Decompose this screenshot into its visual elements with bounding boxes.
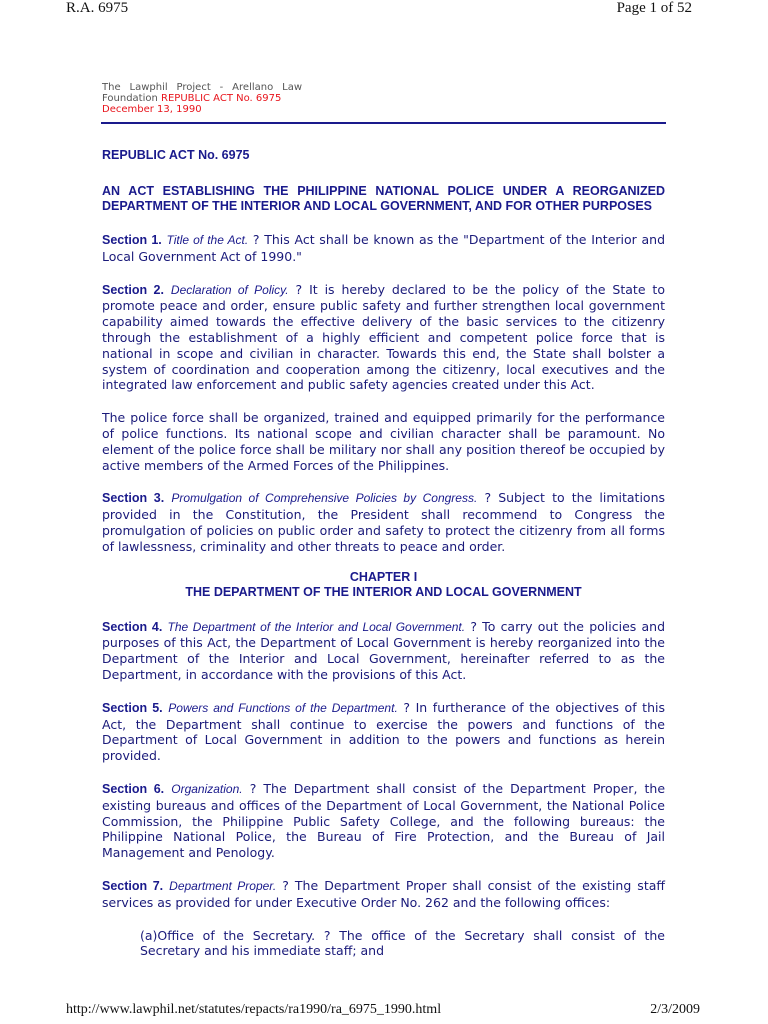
section-number: Section 1.: [102, 233, 162, 247]
section-5: [102, 700, 665, 764]
document-body: [102, 148, 665, 959]
section-2: [102, 282, 665, 394]
section-body: ? The Department Proper shall consist of the existing staff services as provided for under Executive Order No. 262 and the following offices:: [102, 877, 665, 910]
section-7-item-a: [102, 928, 665, 960]
section-number: Section 2.: [102, 282, 164, 297]
act-title: AN ACT ESTABLISHING THE PHILIPPINE NATIONAL POLICE UNDER A REORGANIZED DEPARTMENT OF THE INTERIOR AND LOCAL GOVERNMENT, AND FOR OTHER PURPOSES: [102, 184, 665, 213]
section-body: ? This Act shall be known as the "Department of the Interior and Local Government Act of 1990.": [102, 232, 666, 264]
section-number: Section 6.: [102, 781, 165, 796]
source-block: [102, 82, 302, 115]
ra-title: REPUBLIC ACT No. 6975: [102, 148, 250, 162]
section-number: Section 5.: [102, 700, 163, 715]
item-label: (a): [140, 927, 158, 943]
footer-url: http://www.lawphil.net/statutes/repacts/ra1990/ra_6975_1990.html: [66, 1002, 442, 1017]
source-act: REPUBLIC ACT No. 6975: [161, 93, 282, 104]
section-title: Department Proper.: [169, 878, 277, 893]
page-number: Page 1 of 52: [616, 0, 692, 16]
section-1: [102, 232, 665, 265]
footer-date: 2/3/2009: [650, 1002, 700, 1017]
section-number: Section 7.: [102, 878, 164, 893]
section-6: [102, 781, 665, 861]
chapter-number: CHAPTER I: [349, 569, 418, 584]
section-title: Declaration of Policy.: [170, 282, 289, 297]
section-number: Section 3.: [102, 491, 165, 506]
section-4: [102, 619, 665, 683]
section-body: The police force shall be organized, trained and equipped primarily for the performance of police functions. Its national scope and civilian character shall be paramount. No element of the police force shall be military nor shall any position thereof be occupied by active members of the Armed Forces of the Philippines.: [102, 410, 665, 473]
item-body: Office of the Secretary. ? The office of the Secretary shall consist of the Secretary and his immediate staff; and: [140, 927, 665, 959]
section-body: ? In furtherance of the objectives of this Act, the Department shall continue to exercise the powers and functions of the Department of Local Government in addition to the powers and functions as herein provided.: [102, 699, 665, 764]
section-7: [102, 878, 665, 911]
section-body: ? It is hereby declared to be the policy of the State to promote peace and order, ensure public safety and further strengthen local government capability aimed towards the effective delivery of the basic services to the citizenry through the establishment of a highly efficient and competent police force that is national in scope and civilian in character. Towards this end, the State shall bolster a system of coordination and cooperation among the citizenry, local executives and the integrated law enforcement and public safety agencies created under this Act.: [102, 281, 665, 393]
source-org: The Lawphil Project - Arellano Law Foundation: [102, 82, 302, 104]
page-header-left: R.A. 6975: [66, 0, 129, 16]
section-title: Promulgation of Comprehensive Policies by Congress.: [171, 491, 478, 506]
section-title: Powers and Functions of the Department.: [168, 700, 398, 715]
source-date: December 13, 1990: [102, 104, 202, 115]
section-2-paragraph-2: [102, 410, 665, 473]
section-title: Title of the Act.: [166, 233, 249, 247]
chapter-title: THE DEPARTMENT OF THE INTERIOR AND LOCAL GOVERNMENT: [185, 585, 582, 600]
section-title: The Department of the Interior and Local Government.: [167, 619, 466, 634]
section-body: ? The Department shall consist of the Department Proper, the existing bureaus and offices of the Department of Local Government, the National Police Commission, the Philippine Public Safety College, and the following bureaus: the Philippine National Police, the Bureau of Fire Protection, and the Bureau of Jail Management and Penology.: [102, 780, 666, 861]
section-body: ? Subject to the limitations provided in the Constitution, the President shall recommend to Congress the promulgation of policies on public order and safety to protect the citizenry from all forms of lawlessness, criminality and other threats to peace and order.: [102, 490, 666, 554]
section-body: ? To carry out the policies and purposes of this Act, the Department of Local Government is hereby reorganized into the Department of the Interior and Local Government, hereinafter referred to as the Department, in accordance with the provisions of this Act.: [102, 618, 666, 682]
header-divider: [101, 122, 666, 124]
section-number: Section 4.: [102, 619, 163, 634]
section-3: [102, 490, 665, 554]
section-title: Organization.: [171, 781, 243, 796]
chapter-heading: [102, 570, 665, 601]
